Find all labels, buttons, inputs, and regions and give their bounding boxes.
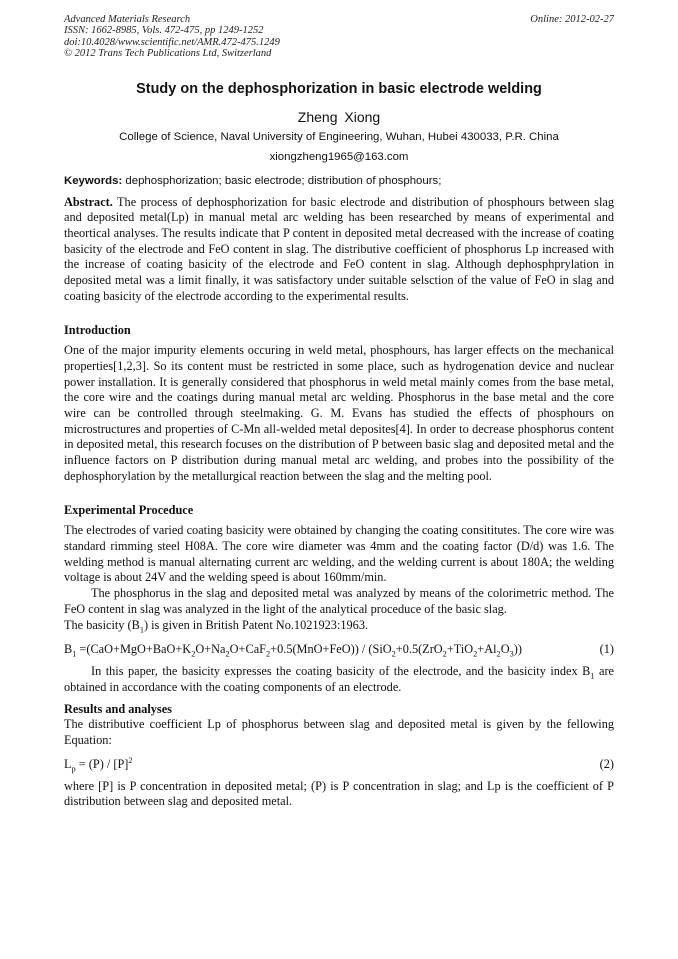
results-after-text: where [P] is P concentration in deposited metal; (P) is P concentration in slag; and Lp is the coefficient of P distribution between slag and deposited metal. [64, 778, 614, 809]
online-date: Online: 2012-02-27 [530, 14, 614, 25]
copyright-line: © 2012 Trans Tech Publications Ltd, Switzerland [64, 48, 272, 60]
author-email: xiongzheng1965@163.com [269, 150, 409, 163]
abstract [64, 195, 614, 305]
basicity-line: The basicity $(B_1)$ is given in British Patent No.1021923:1963. [64, 617, 369, 634]
equation-2 [64, 757, 614, 773]
experimental-heading: Experimental Proceduce [64, 502, 194, 517]
results-heading: Results and analyses [64, 701, 172, 716]
doi-line: doi:10.4028/www.scientific.net/AMR.472-475.1249 [64, 36, 280, 48]
keywords [64, 175, 614, 187]
author-name: Zheng Xiong [297, 108, 381, 125]
introduction-text: One of the major impurity elements occuring in weld metal, phosphours, has larger effects on the mechanical properties[1,2,3]. So its content must be restricted in some place, such as hydrogenation device and nuclear power installation. It is generally considered that phosphorus in weld metal mainly comes from the base metal, the core wire and the coatings during manual metal arc welding. Phosphorus in the base metal and the core wire can be controlled through steelmaking. G. M. Evans has studied the effects of phosphours on microstructures and properties of C-Mn all-welded metal deposites[4]. In order to decrease phosphorus content in deposited metal, this research focuses on the distribution of P between basic slag and deposited metal and the influence factors on P distribution during manual metal arc welding, and probes into the possibility of the dephosphorylation by the metallurgical reaction between the slag and the melting pool. [64, 343, 614, 483]
equation-2-number: (2) [599, 756, 614, 771]
journal-name: Advanced Materials Research [64, 14, 191, 25]
equation-1-number: (1) [599, 642, 614, 657]
equation-1-body: $B_1 =(CaO+MgO+BaO+K_2O+Na_2O+CaF_2+0.5(MnO+FeO)) / (SiO_2+0.5(ZrO_2+TiO_2+Al_2O_3))$ [64, 642, 522, 659]
results-text: The distributive coefficient Lp of phosphorus between slag and deposited metal is given by the fellowing Equation: [64, 717, 614, 748]
experimental-para-1: The electrodes of varied coating basicity were obtained by changing the coating consititutes. The core wire was standard rimming steel H08A. The core wire diameter was 4mm and the coating factor (D/d) was 1.6. The welding method is manual alternating current arc welding, and the welding current is about 180A; the welding voltage is about 24V and the welding speed is about 160mm/min. [64, 523, 614, 585]
equation-2-body: $L_p = (P) / [P]^2$ [64, 755, 133, 774]
author-affiliation: College of Science, Naval University of Engineering, Wuhan, Hubei 430033, P.R. China [119, 130, 559, 143]
paper-title: Study on the dephosphorization in basic electrode welding [136, 80, 542, 97]
abstract-label: Abstract. [64, 194, 113, 209]
abstract-text: The process of dephosphorization for basic electrode and distribution of phosphours between slag and deposited metal(Lp) in manual metal arc welding has been researched by means of experimental and theortical analyses. The results indicate that P content in deposited metal decreased with the increase of coating basicity of the electrode and FeO content in slag. The distributive coefficient of phosphorus Lp increased with the increase of coating basicity of the electrode and FeO content in slag. Although dephosphprylation in deposited metal was a limit finally, it was satisfactory under suitable selsction of the value of FeO in slag and coating basicity of the electrode according to the experimental results. [64, 194, 614, 303]
experimental-para-3: In this paper, the basicity expresses the coating basicity of the electrode, and the basicity index $B_1$ are obtained in accordance with the coating components of an electrode. [64, 664, 615, 694]
issn-line: ISSN: 1662-8985, Vols. 472-475, pp 1249-1252 [64, 25, 264, 37]
keywords-text: dephosphorization; basic electrode; distribution of phosphours; [122, 174, 442, 187]
equation-1 [64, 642, 614, 658]
page [64, 14, 614, 810]
keywords-label: Keywords: [64, 174, 123, 187]
experimental-para-2: The phosphorus in the slag and deposited metal was analyzed by means of the colorimetric method. The FeO content in slag was analyzed in the light of the analytical proceduce of the basic slag. [64, 586, 614, 616]
introduction-heading: Introduction [64, 322, 131, 337]
journal-header [64, 14, 614, 60]
